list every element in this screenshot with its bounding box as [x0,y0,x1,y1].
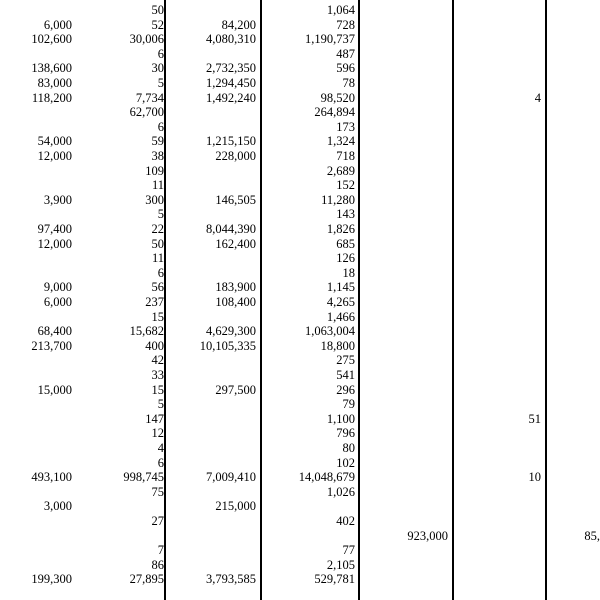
table-cell-col-5: 923,000 [407,528,448,543]
table-row [0,163,600,179]
table-cell-col-4: 14,048,679 [298,470,355,485]
table-row [0,177,600,193]
table-cell-col-4: 596 [336,61,355,76]
table-cell-col-1: 54,000 [37,134,72,149]
table-row [0,279,600,295]
table-cell-col-2: 33 [151,368,164,382]
table-cell-col-1: 3,900 [43,192,72,207]
table-cell-col-4: 296 [336,382,355,397]
table-row [0,440,600,456]
table-row [0,382,600,398]
table-cell-col-3: 10,105,335 [199,338,256,353]
table-cell-col-2: 5 [157,76,164,90]
table-row [0,484,600,500]
table-cell-col-2: 6 [157,119,164,134]
table-cell-col-3: 84,200 [221,17,256,32]
table-cell-col-4: 1,026 [326,484,355,499]
table-cell-col-3: 108,400 [215,295,256,309]
table-row [0,119,600,135]
table-row [0,206,600,222]
table-cell-col-1: 15,000 [37,382,72,397]
table-cell-col-4: 2,105 [326,557,355,572]
table-cell-col-2: 15 [151,382,164,397]
table-row [0,338,600,354]
table-cell-col-4: 79 [342,397,355,412]
table-row [0,367,600,383]
table-cell-col-2: 52 [151,17,164,32]
table-row [0,528,600,544]
table-cell-col-2: 6 [157,455,164,470]
table-cell-col-6: 10 [528,470,541,485]
table-cell-col-3: 297,500 [215,382,256,397]
table-row [0,236,600,252]
table-cell-col-3: 8,044,390 [206,222,256,236]
table-cell-col-2: 15,682 [129,324,164,339]
table-cell-col-4: 718 [336,149,355,163]
table-cell-col-4: 77 [342,543,355,558]
table-cell-col-2: 400 [145,338,164,353]
table-cell-col-4: 487 [336,46,355,61]
table-cell-col-2: 11 [151,178,164,193]
table-cell-col-2: 4 [157,441,164,455]
table-cell-col-4: 152 [336,178,355,193]
table-cell-col-1: 97,400 [37,222,72,236]
table-cell-col-3: 4,080,310 [206,32,256,47]
table-cell-col-3: 2,732,350 [206,61,256,76]
table-cell-col-4: 1,324 [326,134,355,149]
table-cell-col-3: 162,400 [215,236,256,251]
table-cell-col-3: 215,000 [215,499,256,514]
table-cell-col-2: 38 [151,149,164,163]
table-cell-col-2: 50 [151,3,164,17]
table-row [0,513,600,529]
table-cell-col-2: 6 [157,46,164,61]
table-cell-col-2: 86 [151,557,164,572]
table-cell-col-6: 51 [528,411,541,426]
table-cell-col-2: 7 [157,543,164,558]
table-row [0,542,600,558]
table-row [0,469,600,485]
table-row [0,221,600,237]
table-cell-col-2: 15 [151,309,164,324]
table-cell-col-2: 237 [145,295,164,309]
table-cell-col-4: 275 [336,353,355,368]
table-cell-col-4: 264,894 [314,105,355,120]
table-cell-col-2: 300 [145,192,164,207]
table-cell-col-1: 213,700 [31,338,72,353]
table-cell-col-4: 1,100 [326,411,355,426]
table-cell-col-1: 199,300 [31,572,72,587]
table-cell-col-4: 18,800 [320,338,355,353]
table-row [0,192,600,208]
table-row [0,309,600,325]
table-row [0,31,600,47]
table-cell-col-4: 18 [342,265,355,280]
table-row [0,294,600,310]
table-cell-col-2: 50 [151,236,164,251]
table-cell-col-3: 1,294,450 [206,76,256,90]
table-row [0,46,600,62]
table-cell-col-3: 228,000 [215,149,256,163]
table-cell-col-1: 102,600 [31,32,72,47]
table-cell-col-4: 126 [336,251,355,266]
table-row [0,17,600,33]
table-cell-col-1: 3,000 [43,499,72,514]
table-cell-col-2: 42 [151,353,164,368]
table-cell-col-4: 173 [336,119,355,134]
table-row [0,265,600,281]
table-cell-col-2: 56 [151,280,164,295]
table-cell-col-1: 12,000 [37,149,72,163]
table-cell-col-4: 529,781 [314,572,355,587]
table-cell-col-4: 11,280 [321,192,355,207]
table-cell-col-2: 30 [151,61,164,76]
table-row [0,250,600,266]
table-cell-col-2: 5 [157,397,164,412]
table-row [0,498,600,514]
table-cell-col-1: 6,000 [43,17,72,32]
table-row [0,352,600,368]
table-row [0,2,600,18]
table-cell-col-1: 68,400 [37,324,72,339]
table-cell-col-3: 3,793,585 [206,572,256,587]
table-cell-col-2: 27 [151,514,164,528]
table-cell-col-3: 4,629,300 [206,324,256,339]
table-cell-col-4: 143 [336,207,355,222]
table-cell-col-4: 1,063,004 [305,324,355,339]
table-row [0,323,600,339]
table-cell-col-2: 22 [151,222,164,236]
table-cell-col-1: 118,200 [31,90,72,105]
table-cell-col-4: 98,520 [320,90,355,105]
table-cell-col-2: 109 [145,163,164,178]
table-cell-col-2: 147 [145,411,164,426]
table-cell-col-4: 1,466 [326,309,355,324]
table-row [0,396,600,412]
table-cell-col-2: 5 [157,207,164,222]
table-row [0,133,600,149]
table-cell-col-1: 493,100 [31,470,72,485]
table-cell-col-4: 2,689 [326,163,355,178]
table-cell-col-3: 146,505 [215,192,256,207]
table-cell-col-2: 11 [151,251,164,266]
table-cell-col-6: 4 [534,90,541,105]
table-cell-col-4: 1,145 [326,280,355,295]
table-cell-col-4: 541 [336,368,355,382]
table-cell-col-4: 78 [342,76,355,90]
table-row [0,571,600,587]
table-row [0,90,600,106]
table-cell-col-4: 685 [336,236,355,251]
table-row [0,104,600,120]
table-cell-col-2: 7,734 [135,90,164,105]
table-row [0,75,600,91]
table-cell-col-7: 85, [584,528,600,543]
table-cell-col-1: 9,000 [43,280,72,295]
table-row [0,148,600,164]
table-cell-col-4: 80 [342,441,355,455]
table-cell-col-1: 83,000 [37,76,72,90]
table-cell-col-2: 62,700 [129,105,164,120]
table-cell-col-2: 6 [157,265,164,280]
table-row [0,455,600,471]
table-cell-col-4: 728 [336,17,355,32]
table-cell-col-4: 796 [336,426,355,441]
table-cell-col-3: 1,492,240 [206,90,256,105]
table-cell-col-3: 1,215,150 [206,134,256,149]
table-cell-col-4: 1,826 [326,222,355,236]
table-row [0,60,600,76]
table-cell-col-3: 183,900 [215,280,256,295]
table-row [0,425,600,441]
table-cell-col-4: 1,190,737 [305,32,355,47]
table-cell-col-2: 59 [151,134,164,149]
table-cell-col-2: 75 [151,484,164,499]
table-row [0,411,600,427]
table-cell-col-2: 998,745 [123,470,164,485]
table-cell-col-1: 6,000 [43,295,72,309]
table-cell-col-3: 7,009,410 [206,470,256,485]
table-cell-col-1: 12,000 [37,236,72,251]
table-cell-col-2: 27,895 [129,572,164,587]
table-cell-col-1: 138,600 [31,61,72,76]
table-cell-col-4: 402 [336,514,355,528]
table-cell-col-4: 4,265 [326,295,355,309]
table-cell-col-2: 12 [151,426,164,441]
table-cell-col-4: 102 [336,455,355,470]
table-cell-col-2: 30,006 [129,32,164,47]
table-row [0,557,600,573]
table-cell-col-4: 1,064 [326,3,355,17]
